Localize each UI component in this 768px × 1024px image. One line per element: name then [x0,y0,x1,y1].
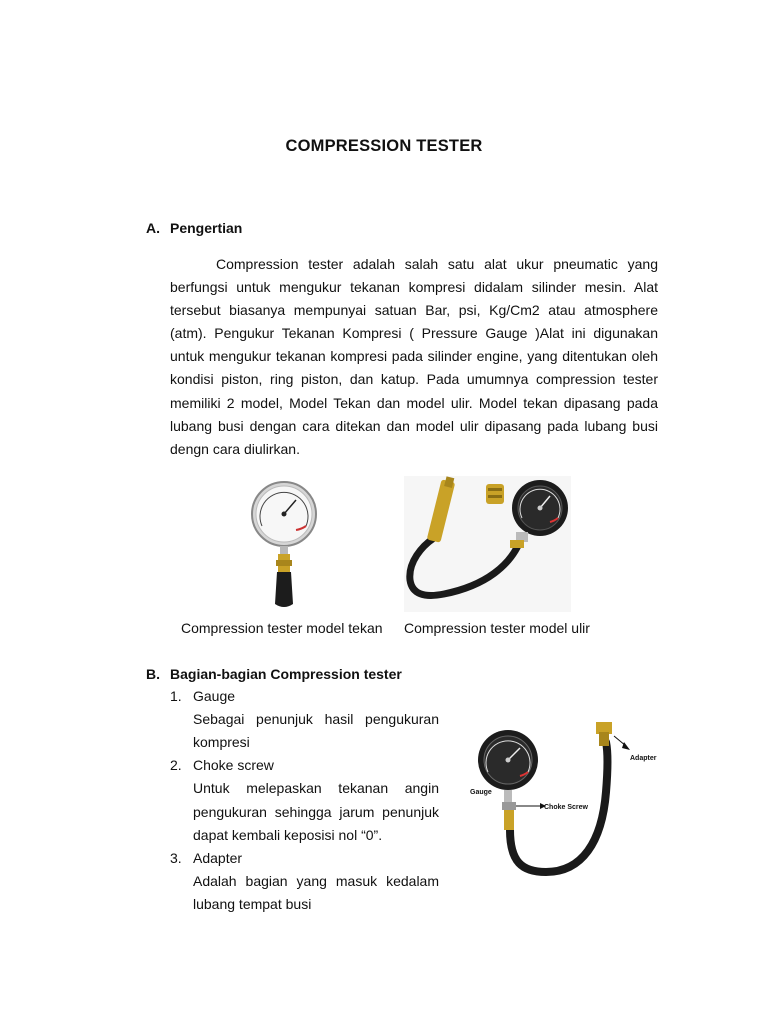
item-description: Adalah bagian yang masuk kedalam lubang tempat busi [193,873,439,913]
section-a-paragraph: Compression tester adalah salah satu alat ukur pneumatic yang berfungsi untuk mengukur tekanan kompresi didalam silinder mesin. Alat tersebut biasanya mempunyai satuan Bar, psi, Kg/Cm2 atau atmosphere (atm). Pengukur Tekanan Kompresi ( Pressure Gauge )Alat ini digunakan untuk mengukur tekanan kompresi pada silinder engine, yang ditentukan oleh kondisi piston, ring piston, dan katup. Pada umumnya compression tester memiliki 2 model, Model Tekan dan model ulir. Model tekan dipasang pada lubang busi dengan cara ditekan dan model ulir dipasang pada lubang busi dengn cara diulirkan. [170,256,658,457]
item-description: Untuk melepaskan tekanan angin pengukuran sehingga jarum penunjuk dapat kembali keposisi nol “0”. [193,780,439,843]
section-a-title: Pengertian [170,220,243,236]
figure-model-tekan [240,476,330,612]
parts-diagram [462,712,662,888]
section-b-heading [146,666,402,682]
page-title: COMPRESSION TESTER [285,137,483,155]
diagram-label-gauge: Gauge [470,789,492,796]
item-name: Adapter [193,850,243,867]
list-item [170,685,440,754]
diagram-label-adapter: Adapter [630,755,657,762]
labeled-tester-image [462,712,662,888]
item-number: 1. [170,688,182,704]
item-description: Sebagai penunjuk hasil pengukuran kompresi [193,711,439,751]
section-a-letter: A. [146,220,160,236]
list-item [170,754,440,847]
item-number: 2. [170,757,182,774]
section-b-title: Bagian-bagian Compression tester [170,666,402,682]
item-name: Gauge [193,688,236,704]
diagram-label-choke: Choke Screw [544,804,588,811]
item-number: 3. [170,850,182,867]
section-a-heading [146,220,242,236]
thread-tester-image [404,476,571,612]
figure-model-ulir [404,476,571,612]
parts-list [170,685,440,916]
caption-model-tekan: Compression tester model tekan [181,620,383,636]
section-b-letter: B. [146,666,160,682]
push-tester-image [240,476,330,612]
list-item [170,847,440,916]
item-name: Choke screw [193,757,274,774]
caption-model-ulir: Compression tester model ulir [404,620,590,636]
